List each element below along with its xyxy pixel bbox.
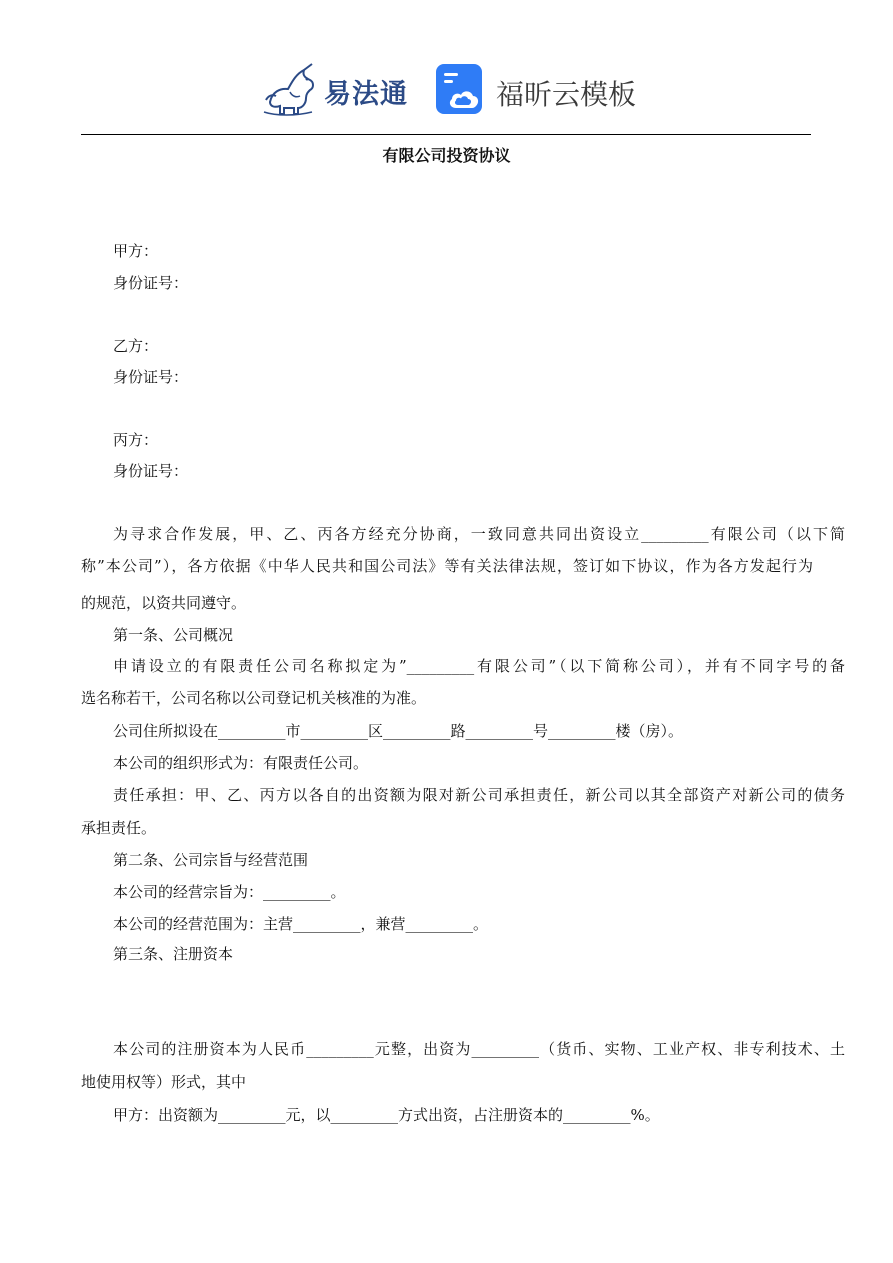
document-title: 有限公司投资协议 [382,146,511,165]
article-1-paragraph: 承担责任。 [81,819,157,837]
article-3-paragraph: 本公司的注册资本为人民币_________元整，出资为_________（货币、实物、工业产权、非专利技术、土 [113,1040,845,1058]
page-header [0,58,893,122]
party-b-label: 乙方： [113,337,159,355]
preamble-line: 的规范，以资共同遵守。 [81,594,247,612]
party-a-id-label: 身份证号： [113,274,189,292]
article-1-paragraph: 公司住所拟设在_________市_________区_________路_________号_________楼（房）。 [113,722,684,740]
cloud-document-icon [436,64,486,116]
party-c-id-label: 身份证号： [113,462,189,480]
party-c-label: 丙方： [113,431,159,449]
article-1-paragraph: 责任承担：甲、乙、丙方以各自的出资额为限对新公司承担责任，新公司以其全部资产对新公司的债务 [113,786,845,804]
party-b-id-label: 身份证号： [113,368,189,386]
article-3-heading: 第三条、注册资本 [113,945,234,963]
header-divider [81,134,811,135]
unicorn-icon [262,62,324,118]
preamble-line: 为寻求合作发展，甲、乙、丙各方经充分协商，一致同意共同出资设立_________有限公司（以下简 [113,525,845,543]
party-a-label: 甲方： [113,242,159,260]
yifatong-logo [262,62,412,118]
foxit-template-logo [436,64,636,118]
article-1-heading: 第一条、公司概况 [113,626,234,644]
article-3-paragraph: 甲方：出资额为_________元，以_________方式出资，占注册资本的_________%。 [113,1106,660,1124]
article-1-paragraph: 选名称若干，公司名称以公司登记机关核准的为准。 [81,689,427,707]
yifatong-logo-text: 易法通 [324,79,408,110]
foxit-template-logo-text: 福昕云模板 [496,78,637,111]
article-1-paragraph: 本公司的组织形式为：有限责任公司。 [113,754,369,772]
article-1-paragraph: 申请设立的有限责任公司名称拟定为”_________有限公司”（以下简称公司），并有不同字号的备 [113,657,845,675]
article-2-paragraph: 本公司的经营范围为：主营_________，兼营_________。 [113,915,489,933]
article-2-paragraph: 本公司的经营宗旨为：_________。 [113,883,346,901]
article-3-paragraph: 地使用权等）形式，其中 [81,1073,247,1091]
article-2-heading: 第二条、公司宗旨与经营范围 [113,851,309,869]
preamble-line: 称”本公司”），各方依据《中华人民共和国公司法》等有关法律法规，签订如下协议，作为各方发起行为 [81,557,813,575]
